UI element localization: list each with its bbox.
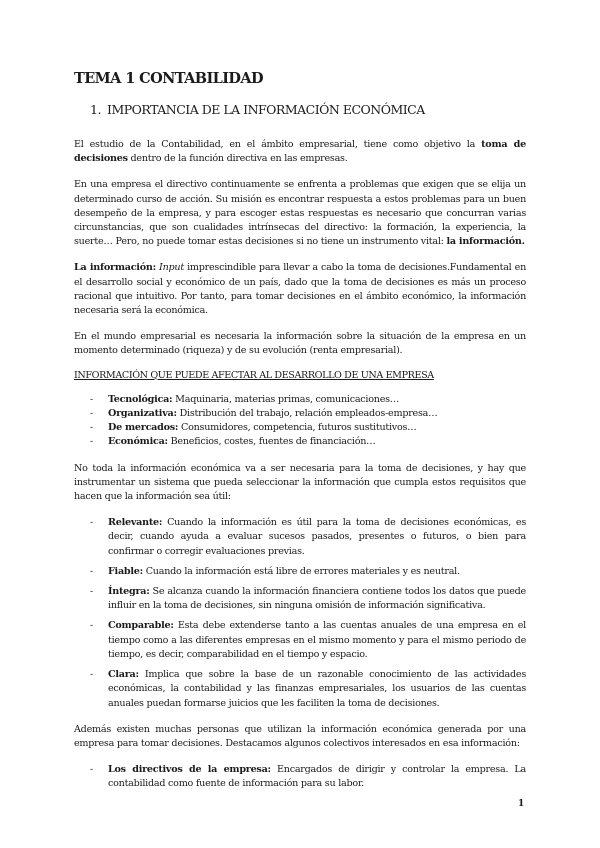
dash-bullet: -	[90, 565, 93, 577]
page-content	[74, 70, 526, 792]
paragraph-colectivos: Además existen muchas personas que utilizan la información económica generada por una empresa para tomar decisiones. Destacamos algunos colectivos interesados en esa información:	[74, 723, 526, 749]
paragraph-mundo-empresarial: En el mundo empresarial es necesaria la información sobre la situación de la empresa en un momento determinado (riqueza) y de su evolución (renta empresarial).	[74, 331, 526, 357]
section-number: 1.	[90, 102, 101, 117]
info-types-list	[74, 393, 526, 450]
list-term: Los directivos de la empresa:	[108, 764, 271, 776]
requirement-item	[74, 516, 526, 559]
list-description: Cuando la información está libre de errores materiales y es neutral.	[142, 565, 460, 577]
paragraph-intro	[74, 138, 526, 166]
paragraph-informacion	[74, 261, 526, 318]
list-description: Se alcanza cuando la información financiera contiene todos los datos que puede influir en la toma de decisiones, sin ninguna omisión de información significativa.	[108, 586, 526, 612]
paragraph-text: dentro de la función directiva en las empresas.	[127, 153, 348, 165]
bold-term: La información:	[74, 262, 156, 274]
subheading: INFORMACIÓN QUE PUEDE AFECTAR AL DESARROLLO DE UNA EMPRESA	[74, 369, 434, 381]
italic-term: Input	[159, 262, 184, 274]
list-term: Organizativa:	[108, 408, 177, 420]
list-term: Íntegra:	[108, 586, 150, 598]
dash-bullet: -	[90, 620, 93, 632]
dash-bullet: -	[90, 393, 93, 405]
list-description: Esta debe extenderse tanto a las cuentas anuales de una empresa en el tiempo como a las diferentes empresas en el mismo momento y para el mismo periodo de tiempo, es decir, comparabilidad en el tiempo y espacio.	[108, 620, 526, 660]
list-term: Comparable:	[108, 620, 174, 632]
list-term: Clara:	[108, 669, 139, 681]
dash-bullet: -	[90, 764, 93, 776]
bold-term: la información.	[446, 236, 525, 248]
requirement-item	[74, 619, 526, 662]
section-heading	[90, 102, 526, 118]
dash-bullet: -	[90, 669, 93, 681]
list-description: Encargados de dirigir y controlar la empresa. La contabilidad como fuente de información para su labor.	[108, 764, 527, 790]
list-description: Implica que sobre la base de un razonable conocimiento de las actividades económicas, la contabilidad y las finanzas empresariales, los usuarios de las cuentas anuales puedan formarse juicios que les faciliten la toma de decisiones.	[108, 669, 526, 709]
list-term: Tecnológica:	[108, 393, 173, 405]
requirement-item	[74, 668, 526, 711]
paragraph-text: imprescindible para llevar a cabo la toma de decisiones.Fundamental en el desarrollo social y económico de un país, dado que la toma de decisiones es más un proceso racional que intuitivo. Por tanto, para tomar decisiones en el ámbito económico, la información necesaria será la económica.	[74, 262, 526, 317]
users-list	[74, 763, 526, 791]
info-type-item	[74, 435, 526, 449]
paragraph-text: En una empresa el directivo continuamente se enfrenta a problemas que exigen que se elija un determinado curso de acción. Su misión es encontrar respuesta a estos problemas para un buen desempeño de la empresa, y para escoger estas respuestas es necesario que concurran varias circunstancias, que son cualidades intrínsecas del directivo: la formación, la experiencia, la suerte… Pero, no puede tomar estas decisiones si no tiene un instrumento vital:	[74, 179, 526, 248]
info-type-item	[74, 407, 526, 421]
paragraph-directivo	[74, 178, 526, 249]
list-description: Consumidores, competencia, futuros sustitutivos…	[178, 422, 417, 434]
paragraph-text: El estudio de la Contabilidad, en el ámbito empresarial, tiene como objetivo la	[74, 139, 482, 150]
list-term: De mercados:	[108, 422, 179, 434]
user-group-item	[74, 763, 526, 791]
dash-bullet: -	[90, 408, 93, 420]
dash-bullet: -	[90, 517, 93, 529]
list-description: Maquinaria, materias primas, comunicaciones…	[172, 393, 400, 405]
list-description: Beneficios, costes, fuentes de financiación…	[167, 436, 376, 448]
page-number: 1	[518, 799, 525, 809]
section-title: IMPORTANCIA DE LA INFORMACIÓN ECONÓMICA	[107, 102, 425, 117]
dash-bullet: -	[90, 436, 93, 448]
list-term: Fiable:	[108, 565, 143, 577]
dash-bullet: -	[90, 422, 93, 434]
list-term: Relevante:	[108, 517, 163, 529]
list-term: Económica:	[108, 436, 168, 448]
paragraph-requisitos: No toda la información económica va a ser necesaria para la toma de decisiones, y hay que instrumentar un sistema que pueda seleccionar la información que cumpla estos requisitos que hacen que la información sea útil:	[74, 462, 526, 503]
info-type-item	[74, 393, 526, 407]
requirements-list	[74, 516, 526, 710]
list-description: Distribución del trabajo, relación empleados-empresa…	[176, 408, 438, 420]
list-description: Cuando la información es útil para la toma de decisiones económicas, es decir, cuando ayuda a evaluar sucesos pasados, presentes o futuros, o bien para confirmar o corregir evaluaciones previas.	[108, 517, 526, 557]
requirement-item	[74, 565, 526, 579]
requirement-item	[74, 585, 526, 613]
document-title: TEMA 1 CONTABILIDAD	[74, 70, 264, 87]
dash-bullet: -	[90, 586, 93, 598]
bold-term: toma de decisiones	[74, 139, 526, 165]
info-type-item	[74, 421, 526, 435]
